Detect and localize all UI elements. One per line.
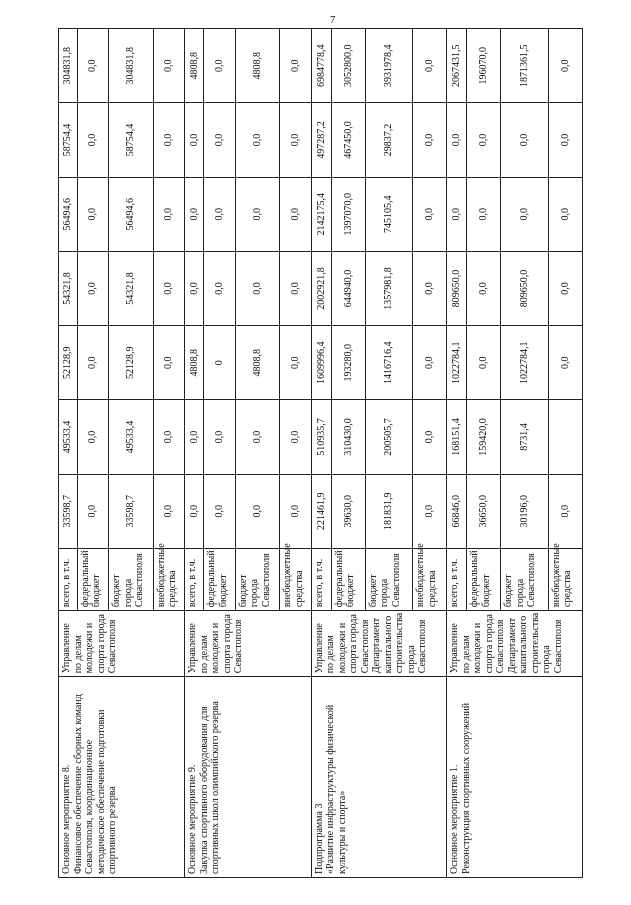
page-number: 7 (330, 14, 336, 26)
value-cell: 66846,0 (447, 474, 467, 548)
value-cell: 0,0 (204, 400, 236, 474)
value-cell: 0,0 (235, 103, 280, 177)
funding-source-cell: бюджет города Севастополя (365, 548, 413, 610)
value-cell: 4808,8 (185, 29, 204, 103)
value-cell: 0,0 (447, 177, 467, 251)
funding-source-cell: бюджет города Севастополя (501, 548, 549, 610)
measure-name-cell: Подпрограмма 3 «Развитие инфраструктуры физической культуры и спорта» (311, 677, 447, 878)
funding-source-cell: бюджет города Севастополя (109, 548, 154, 610)
value-cell: 0,0 (280, 103, 312, 177)
value-cell: 1022784,1 (501, 326, 549, 400)
value-cell: 0,0 (153, 29, 185, 103)
value-cell: 39630,0 (331, 474, 365, 548)
funding-source-cell: всего, в т.ч. (59, 548, 78, 610)
value-cell: 0,0 (185, 400, 204, 474)
funding-table (58, 28, 583, 878)
value-cell: 0,0 (204, 177, 236, 251)
value-cell: 6984778,4 (311, 29, 331, 103)
value-cell: 0,0 (153, 400, 185, 474)
value-cell: 33598,7 (109, 474, 154, 548)
table-body (59, 29, 583, 878)
value-cell: 0,0 (77, 400, 109, 474)
executor-cell: Управление по делам молодежи и спорта города Севастополя (59, 611, 185, 677)
value-cell: 0,0 (413, 29, 447, 103)
value-cell: 310430,0 (331, 400, 365, 474)
value-cell: 54321,8 (109, 251, 154, 325)
funding-source-cell: внебюджетные средства (413, 548, 447, 610)
value-cell: 58754,4 (109, 103, 154, 177)
value-cell: 168151,4 (447, 400, 467, 474)
value-cell: 809650,0 (501, 251, 549, 325)
value-cell: 4808,8 (185, 326, 204, 400)
value-cell: 56494,6 (59, 177, 78, 251)
value-cell: 0,0 (501, 103, 549, 177)
value-cell: 0,0 (548, 29, 582, 103)
value-cell: 497287,2 (311, 103, 331, 177)
measure-name-cell: Основное мероприятие 9. Закупка спортивного оборудования для спортивных школ олимпийского резерва (185, 677, 311, 878)
value-cell: 58754,4 (59, 103, 78, 177)
value-cell: 0,0 (235, 400, 280, 474)
value-cell: 510935,7 (311, 400, 331, 474)
value-cell: 0,0 (548, 326, 582, 400)
value-cell: 8731,4 (501, 400, 549, 474)
value-cell: 0,0 (467, 326, 501, 400)
value-cell: 0,0 (280, 474, 312, 548)
value-cell: 0,0 (548, 474, 582, 548)
value-cell: 29837,2 (365, 103, 413, 177)
funding-source-cell: федеральный бюджет (331, 548, 365, 610)
value-cell: 36650,0 (467, 474, 501, 548)
value-cell: 0 (204, 326, 236, 400)
value-cell: 0,0 (153, 103, 185, 177)
value-cell: 0,0 (447, 103, 467, 177)
value-cell: 0,0 (413, 103, 447, 177)
value-cell: 0,0 (204, 251, 236, 325)
funding-source-cell: федеральный бюджет (77, 548, 109, 610)
value-cell: 52128,9 (59, 326, 78, 400)
value-cell: 0,0 (413, 251, 447, 325)
value-cell: 33598,7 (59, 474, 78, 548)
value-cell: 0,0 (153, 251, 185, 325)
value-cell: 30196,0 (501, 474, 549, 548)
value-cell: 56494,6 (109, 177, 154, 251)
value-cell: 0,0 (548, 103, 582, 177)
value-cell: 181831,9 (365, 474, 413, 548)
value-cell: 1022784,1 (447, 326, 467, 400)
value-cell: 193280,0 (331, 326, 365, 400)
value-cell: 0,0 (413, 400, 447, 474)
value-cell: 159420,0 (467, 400, 501, 474)
value-cell: 0,0 (548, 251, 582, 325)
funding-source-cell: внебюджетные средства (280, 548, 312, 610)
value-cell: 1397070,0 (331, 177, 365, 251)
executor-cell: Управление по делам молодежи и спорта города Севастополя (185, 611, 311, 677)
funding-source-cell: бюджет города Севастополя (235, 548, 280, 610)
value-cell: 54321,8 (59, 251, 78, 325)
measure-name-cell: Основное мероприятие 8. Финансовое обеспечение сборных команд Севастополя, координационное методическое обеспечение подготовки спортивного резерва (59, 677, 185, 878)
value-cell: 0,0 (153, 177, 185, 251)
value-cell: 0,0 (185, 103, 204, 177)
value-cell: 0,0 (467, 103, 501, 177)
value-cell: 304831,8 (109, 29, 154, 103)
funding-source-cell: всего, в т.ч. (447, 548, 467, 610)
table-row (185, 29, 204, 878)
value-cell: 0,0 (77, 474, 109, 548)
value-cell: 0,0 (77, 326, 109, 400)
value-cell: 0,0 (204, 29, 236, 103)
value-cell: 49533,4 (109, 400, 154, 474)
value-cell: 0,0 (235, 251, 280, 325)
value-cell: 0,0 (467, 251, 501, 325)
funding-source-cell: федеральный бюджет (467, 548, 501, 610)
executor-cell: Управление по делам молодежи и спорта города Севастополя Департамент капитального строительства города Севастополя (311, 611, 447, 677)
value-cell: 1357981,8 (365, 251, 413, 325)
funding-source-cell: внебюджетные средства (548, 548, 582, 610)
value-cell: 0,0 (77, 29, 109, 103)
value-cell: 745105,4 (365, 177, 413, 251)
value-cell: 0,0 (413, 177, 447, 251)
value-cell: 0,0 (280, 326, 312, 400)
value-cell: 0,0 (185, 251, 204, 325)
value-cell: 2142175,4 (311, 177, 331, 251)
value-cell: 0,0 (548, 177, 582, 251)
value-cell: 2067431,5 (447, 29, 467, 103)
value-cell: 0,0 (77, 103, 109, 177)
value-cell: 196070,0 (467, 29, 501, 103)
value-cell: 467450,0 (331, 103, 365, 177)
value-cell: 0,0 (280, 29, 312, 103)
value-cell: 0,0 (77, 251, 109, 325)
value-cell: 0,0 (185, 177, 204, 251)
value-cell: 0,0 (204, 103, 236, 177)
measure-name-cell: Основное мероприятие 1. Реконструкция спортивных сооружений (447, 677, 583, 878)
value-cell: 304831,8 (59, 29, 78, 103)
value-cell: 0,0 (204, 474, 236, 548)
value-cell: 0,0 (467, 177, 501, 251)
value-cell: 221461,9 (311, 474, 331, 548)
value-cell: 4808,8 (235, 326, 280, 400)
rotated-table-container (58, 28, 583, 878)
value-cell: 52128,9 (109, 326, 154, 400)
executor-cell: Управление по делам молодежи и спорта города Севастополя Департамент капитального строительства города Севастополя (447, 611, 583, 677)
value-cell: 0,0 (280, 251, 312, 325)
value-cell: 809650,0 (447, 251, 467, 325)
funding-source-cell: всего, в т.ч. (185, 548, 204, 610)
funding-source-cell: всего, в т.ч. (311, 548, 331, 610)
value-cell: 0,0 (153, 326, 185, 400)
value-cell: 200505,7 (365, 400, 413, 474)
table-row (447, 29, 467, 878)
value-cell: 0,0 (413, 474, 447, 548)
value-cell: 1416716,4 (365, 326, 413, 400)
value-cell: 0,0 (153, 474, 185, 548)
value-cell: 0,0 (413, 326, 447, 400)
value-cell: 1609996,4 (311, 326, 331, 400)
funding-source-cell: федеральный бюджет (204, 548, 236, 610)
value-cell: 2002921,8 (311, 251, 331, 325)
value-cell: 3931978,4 (365, 29, 413, 103)
value-cell: 644940,0 (331, 251, 365, 325)
value-cell: 1871361,5 (501, 29, 549, 103)
value-cell: 0,0 (280, 400, 312, 474)
value-cell: 3052800,0 (331, 29, 365, 103)
value-cell: 0,0 (235, 177, 280, 251)
value-cell: 0,0 (235, 474, 280, 548)
value-cell: 49533,4 (59, 400, 78, 474)
value-cell: 4808,8 (235, 29, 280, 103)
value-cell (548, 400, 582, 474)
value-cell: 0,0 (77, 177, 109, 251)
value-cell: 0,0 (185, 474, 204, 548)
value-cell: 0,0 (501, 177, 549, 251)
value-cell: 0,0 (280, 177, 312, 251)
table-row (59, 29, 78, 878)
table-row (311, 29, 331, 878)
funding-source-cell: внебюджетные средства (153, 548, 185, 610)
